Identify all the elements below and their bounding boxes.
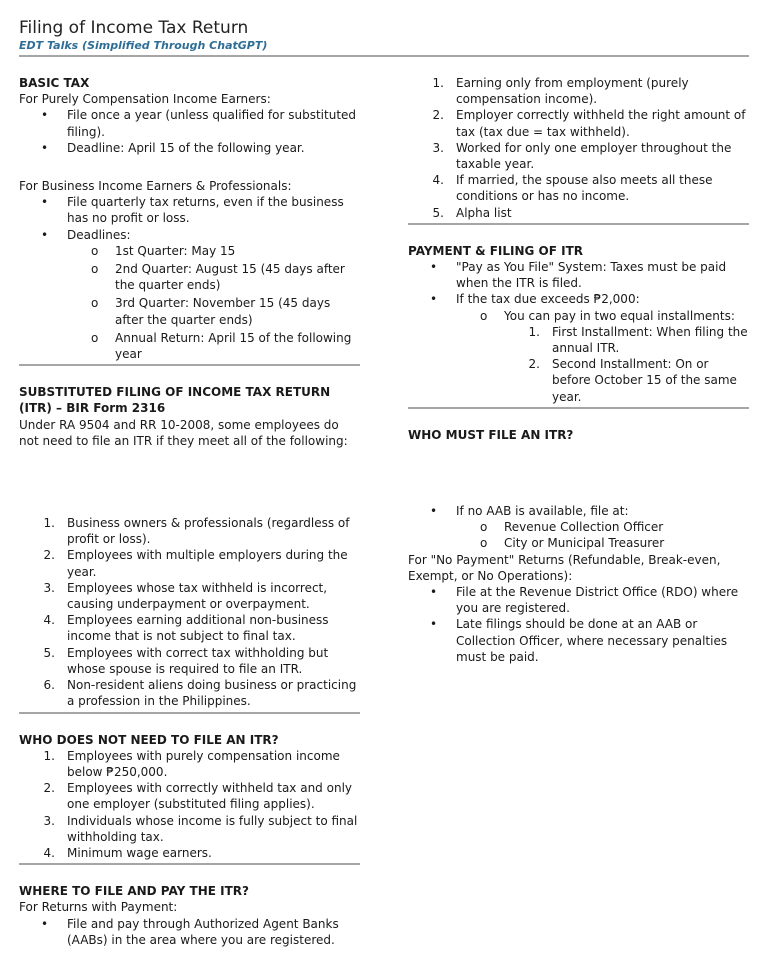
list-item: • "Pay as You File" System: Taxes must be paid when the ITR is filed. bbox=[430, 260, 727, 291]
list-item: • Late filings should be done at an AAB or Collection Officer, where necessary penalties must be paid. bbox=[430, 617, 728, 664]
bullet-icon: • bbox=[41, 916, 49, 931]
with-payment-list bbox=[19, 916, 360, 948]
bullet-icon: • bbox=[41, 108, 49, 123]
sub-bullet-icon: o bbox=[91, 330, 99, 345]
list-item: • If no AAB is available, file at: o Revenue Collection Officer o City or Municipal Treasurer bbox=[408, 503, 749, 552]
installment-sub-list bbox=[408, 308, 749, 405]
list-item: 5. Employees with correct tax withholding but whose spouse is required to file an ITR. bbox=[43, 645, 329, 676]
sub-bullet-icon: o bbox=[480, 308, 488, 323]
business-list bbox=[19, 194, 360, 362]
list-item: 5. Alpha list bbox=[432, 205, 512, 220]
list-item: 1. First Installment: When filing the annual ITR. bbox=[528, 324, 748, 356]
sub-bullet-icon: o bbox=[91, 243, 99, 258]
who-must-file-heading: WHO MUST FILE AN ITR? bbox=[408, 427, 574, 442]
list-item: 1. Earning only from employment (purely compensation income). bbox=[432, 76, 689, 107]
bullet-icon: • bbox=[430, 617, 438, 632]
list-item: 2. Second Installment: On or before October 15 of the same year. bbox=[528, 357, 737, 404]
list-item: 4. If married, the spouse also meets all these conditions or has no income. bbox=[432, 173, 713, 204]
installments-list bbox=[408, 324, 749, 405]
basic-tax-heading: BASIC TAX bbox=[19, 76, 90, 90]
substituted-intro: Under RA 9504 and RR 10-2008, some employees do not need to file an ITR if they meet all of the following: bbox=[19, 417, 348, 448]
compensation-intro: For Purely Compensation Income Earners: bbox=[19, 92, 271, 107]
substituted-heading: SUBSTITUTED FILING OF INCOME TAX RETURN (ITR) – BIR Form 2316 bbox=[19, 385, 331, 416]
list-item: • If the tax due exceeds ₱2,000: o You can pay in two equal installments: 1. First Installment: When filing the annual ITR. 2. Second Installment: On or before October 15 of the same year. bbox=[408, 291, 749, 404]
no-aab-list bbox=[408, 503, 749, 552]
who-not-file-list bbox=[19, 748, 360, 861]
right-column bbox=[408, 75, 749, 665]
list-item: 6. Non-resident aliens doing business or practicing a profession in the Philippines. bbox=[43, 678, 357, 709]
left-column bbox=[19, 75, 360, 948]
list-item: • Deadlines: o 1st Quarter: May 15 o 2nd Quarter: August 15 (45 days after the quarter ends) o 3rd Quarter: November 15 (45 days after the quarter ends) o Annual Return: April 15 of the following year bbox=[19, 227, 360, 363]
list-item: 4. Employees earning additional non-business income that is not subject to final tax. bbox=[43, 613, 329, 644]
sub-bullet-icon: o bbox=[480, 536, 488, 551]
payment-filing-heading: PAYMENT & FILING OF ITR bbox=[408, 243, 584, 258]
bullet-icon: • bbox=[41, 195, 49, 210]
bullet-icon: • bbox=[430, 585, 438, 600]
business-intro: For Business Income Earners & Professionals: bbox=[19, 179, 292, 194]
list-item: o Annual Return: April 15 of the following year bbox=[91, 330, 352, 362]
no-payment-list bbox=[408, 584, 749, 665]
list-item: o 3rd Quarter: November 15 (45 days after the quarter ends) bbox=[91, 296, 331, 327]
where-file-heading: WHERE TO FILE AND PAY THE ITR? bbox=[19, 884, 249, 899]
bullet-icon: • bbox=[41, 140, 49, 155]
list-item: o 2nd Quarter: August 15 (45 days after the quarter ends) bbox=[91, 262, 345, 293]
sub-bullet-icon: o bbox=[91, 296, 99, 311]
list-item: 2. Employees with multiple employers during the year. bbox=[43, 548, 348, 579]
list-item: 4. Minimum wage earners. bbox=[43, 845, 212, 860]
payment-filing-list bbox=[408, 259, 749, 405]
list-item: • File once a year (unless qualified for substituted filing). bbox=[41, 108, 357, 139]
list-item: o 1st Quarter: May 15 bbox=[91, 243, 236, 258]
list-item: 3. Employees whose tax withheld is incorrect, causing underpayment or overpayment. bbox=[43, 580, 328, 612]
document-title: Filing of Income Tax Return bbox=[19, 18, 249, 38]
header-divider bbox=[19, 55, 749, 57]
document-subtitle: EDT Talks (Simplified Through ChatGPT) bbox=[19, 39, 268, 52]
list-item: 2. Employees with correctly withheld tax and only one employer (substituted filing applies). bbox=[43, 781, 352, 812]
section-divider bbox=[19, 364, 360, 366]
bullet-icon: • bbox=[430, 292, 438, 307]
bullet-icon: • bbox=[430, 504, 438, 519]
list-item: o You can pay in two equal installments: 1. First Installment: When filing the annual ITR. 2. Second Installment: On or before October 15 of the same year. bbox=[408, 308, 749, 405]
no-payment-intro: For "No Payment" Returns (Refundable, Break-even, Exempt, or No Operations): bbox=[408, 552, 721, 583]
with-payment-intro: For Returns with Payment: bbox=[19, 900, 178, 915]
list-item: o City or Municipal Treasurer bbox=[480, 536, 665, 551]
bullet-icon: • bbox=[430, 260, 438, 275]
substituted-conditions-list bbox=[408, 75, 749, 221]
sub-bullet-icon: o bbox=[480, 520, 488, 535]
list-item: 1. Business owners & professionals (regardless of profit or loss). bbox=[43, 516, 350, 547]
list-item: • Deadline: April 15 of the following year. bbox=[41, 140, 305, 155]
list-item: • File at the Revenue District Office (RDO) where you are registered. bbox=[430, 585, 739, 616]
section-divider bbox=[408, 223, 749, 225]
list-item: 3. Individuals whose income is fully subject to final withholding tax. bbox=[43, 813, 358, 844]
list-item: o Revenue Collection Officer bbox=[480, 520, 664, 535]
who-must-file-list bbox=[19, 515, 360, 709]
section-divider bbox=[19, 712, 360, 714]
list-item: 1. Employees with purely compensation income below ₱250,000. bbox=[43, 748, 340, 779]
section-divider bbox=[408, 407, 749, 409]
list-item: • File quarterly tax returns, even if the business has no profit or loss. bbox=[41, 195, 344, 226]
deadlines-list bbox=[19, 243, 360, 362]
section-divider bbox=[19, 863, 360, 865]
list-item: 3. Worked for only one employer throughout the taxable year. bbox=[432, 140, 732, 172]
sub-bullet-icon: o bbox=[91, 262, 99, 277]
list-item: • File and pay through Authorized Agent Banks (AABs) in the area where you are registered. bbox=[41, 916, 339, 947]
bullet-icon: • bbox=[41, 227, 49, 242]
no-aab-options-list bbox=[408, 519, 749, 551]
list-item: 2. Employer correctly withheld the right amount of tax (tax due = tax withheld). bbox=[432, 108, 746, 139]
who-not-file-heading: WHO DOES NOT NEED TO FILE AN ITR? bbox=[19, 732, 279, 747]
compensation-list bbox=[19, 107, 360, 156]
